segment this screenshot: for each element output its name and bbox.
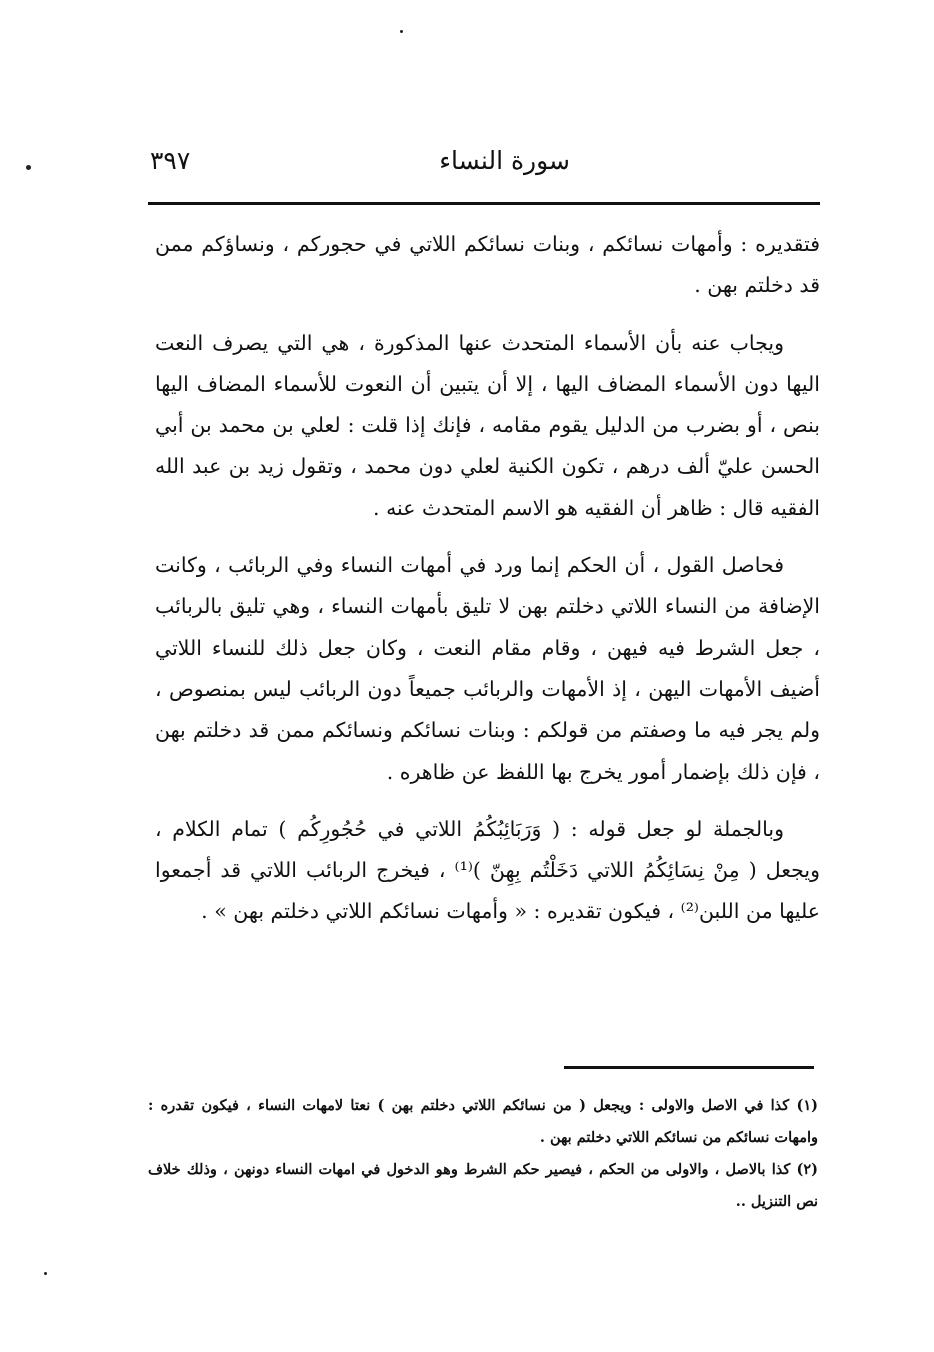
page-number: ٣٩٧ xyxy=(150,146,191,175)
footnotes xyxy=(148,1090,818,1218)
scan-speck xyxy=(26,165,31,170)
running-title: سورة النساء xyxy=(439,146,570,175)
scan-speck xyxy=(44,1272,47,1275)
footnote-rule xyxy=(564,1066,814,1069)
paragraph: فحاصل القول ، أن الحكم إنما ورد في أمهات النساء وفي الربائب ، وكانت الإضافة من النساء اللاتي دخلتم بهن لا تليق بأمهات النساء ، وهي تليق بالربائب ، جعل الشرط فيه فيهن ، وقام مقام النعت ، وكان جعل ذلك للنساء اللاتي أضيف الأمهات اليهن ، إذ الأمهات والربائب جميعاً دون الربائب ليس بمنصوص ، ولم يجر فيه ما وصفتم من قولكم : وبنات نسائكم ونسائكم ممن قد دخلتم بهن ، فإن ذلك بإضمار أمور يخرج بها اللفظ عن ظاهره . xyxy=(155,553,820,784)
page-header xyxy=(150,140,820,190)
paragraph: وبالجملة لو جعل قوله : ( وَرَبَائِبُكُمُ اللاتي في حُجُورِكُم ) تمام الكلام ، ويجعل ( مِنْ نِسَائِكُمُ اللاتي دَخَلْتُم بِهِنّ )⁽¹⁾ ، فيخرج الربائب اللاتي قد أجمعوا عليها من اللبن⁽²⁾ ، فيكون تقديره : « وأمهات نسائكم اللاتي دخلتم بهن » . xyxy=(155,816,820,924)
footnote: (١) كذا في الاصل والاولى : ويجعل ( من نسائكم اللاتي دخلتم بهن ) نعتا لامهات النساء ، فيكون تقدره : وامهات نسائكم من نسائكم اللاتي دخلتم بهن . xyxy=(148,1097,818,1146)
paragraph: ويجاب عنه بأن الأسماء المتحدث عنها المذكورة ، هي التي يصرف النعت اليها دون الأسماء المضاف اليها ، إلا أن يتبين أن النعوت للأسماء المضاف اليها بنص ، أو بضرب من الدليل يقوم مقامه ، فإنك إذا قلت : لعلي بن محمد بن أبي الحسن عليّ ألف درهم ، تكون الكنية لعلي دون محمد ، وتقول زيد بن عبد الله الفقيه قال : ظاهر أن الفقيه هو الاسم المتحدث عنه . xyxy=(155,330,820,520)
paragraph: فتقديره : وأمهات نسائكم ، وبنات نسائكم اللاتي في حجوركم ، ونساؤكم ممن قد دخلتم بهن . xyxy=(155,232,820,298)
footnote: (٢) كذا بالاصل ، والاولى من الحكم ، فيصير حكم الشرط وهو الدخول في امهات النساء دونهن ، وذلك خلاف نص التنزيل .. xyxy=(148,1161,818,1210)
header-rule xyxy=(148,202,820,205)
body-text xyxy=(155,224,820,949)
scan-speck xyxy=(400,30,403,33)
